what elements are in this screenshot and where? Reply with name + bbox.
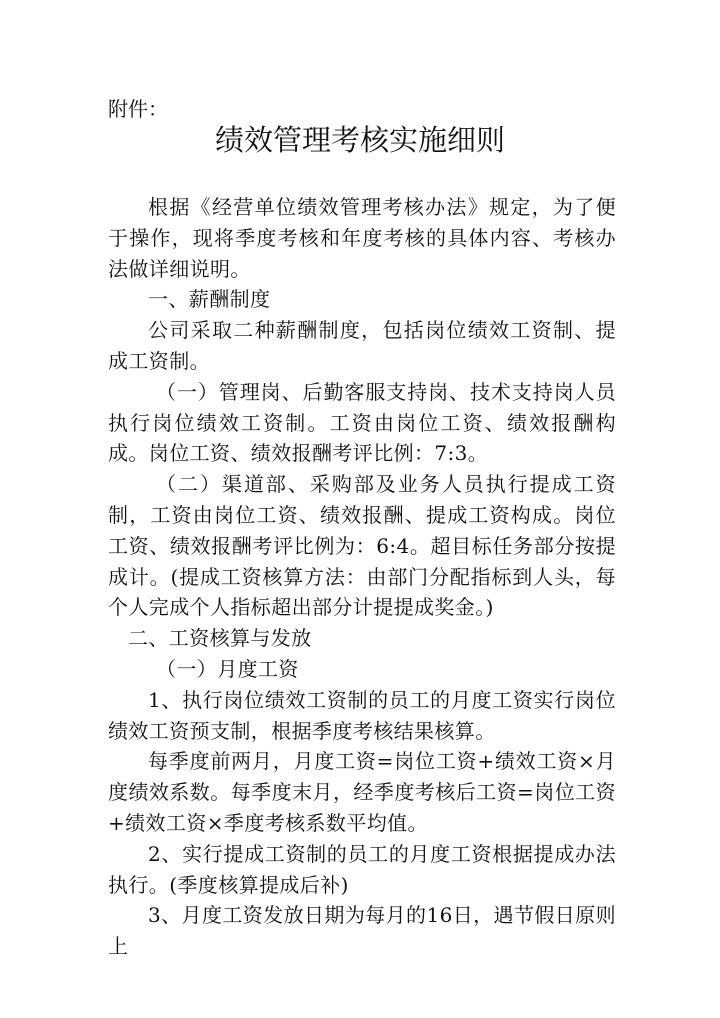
quarterly-formula-paragraph: 每季度前两月，月度工资=岗位工资+绩效工资×月度绩效系数。每季度末月，经季度考核后工资=岗位工资+绩效工资×季度考核系数平均值。 — [108, 749, 616, 835]
document-body — [108, 192, 616, 962]
intro-paragraph: 根据《经营单位绩效管理考核办法》规定，为了便于操作，现将季度考核和年度考核的具体内容、考核办法做详细说明。 — [108, 195, 616, 281]
document-title: 绩效管理考核实施细则 — [214, 123, 505, 157]
list-item-3: 3、月度工资发放日期为每月的16日，遇节假日原则上 — [108, 903, 616, 959]
attachment-label: 附件： — [108, 97, 168, 121]
subsection-commission: （二）渠道部、采购部及业务人员执行提成工资制，工资由岗位工资、绩效报酬、提成工资构成。岗位工资、绩效报酬考评比例为：6:4。超目标任务部分按提成计。(提成工资核算方法：由部门分配指标到人头，每个人完成个人指标超出部分计提提成奖金。) — [108, 472, 616, 620]
section-heading-salary-system: 一、薪酬制度 — [148, 287, 271, 312]
section-heading-payroll: 二、工资核算与发放 — [128, 626, 312, 651]
list-item-2: 2、实行提成工资制的员工的月度工资根据提成办法执行。(季度核算提成后补) — [108, 841, 616, 897]
subsection-position-performance: （一）管理岗、后勤客服支持岗、技术支持岗人员执行岗位绩效工资制。工资由岗位工资、绩效报酬构成。岗位工资、绩效报酬考评比例：7:3。 — [108, 379, 616, 466]
salary-system-paragraph: 公司采取二种薪酬制度，包括岗位绩效工资制、提成工资制。 — [108, 318, 616, 373]
list-item-1: 1、执行岗位绩效工资制的员工的月度工资实行岗位绩效工资预支制，根据季度考核结果核算。 — [108, 687, 616, 743]
subsection-monthly-salary: （一）月度工资 — [156, 656, 299, 681]
